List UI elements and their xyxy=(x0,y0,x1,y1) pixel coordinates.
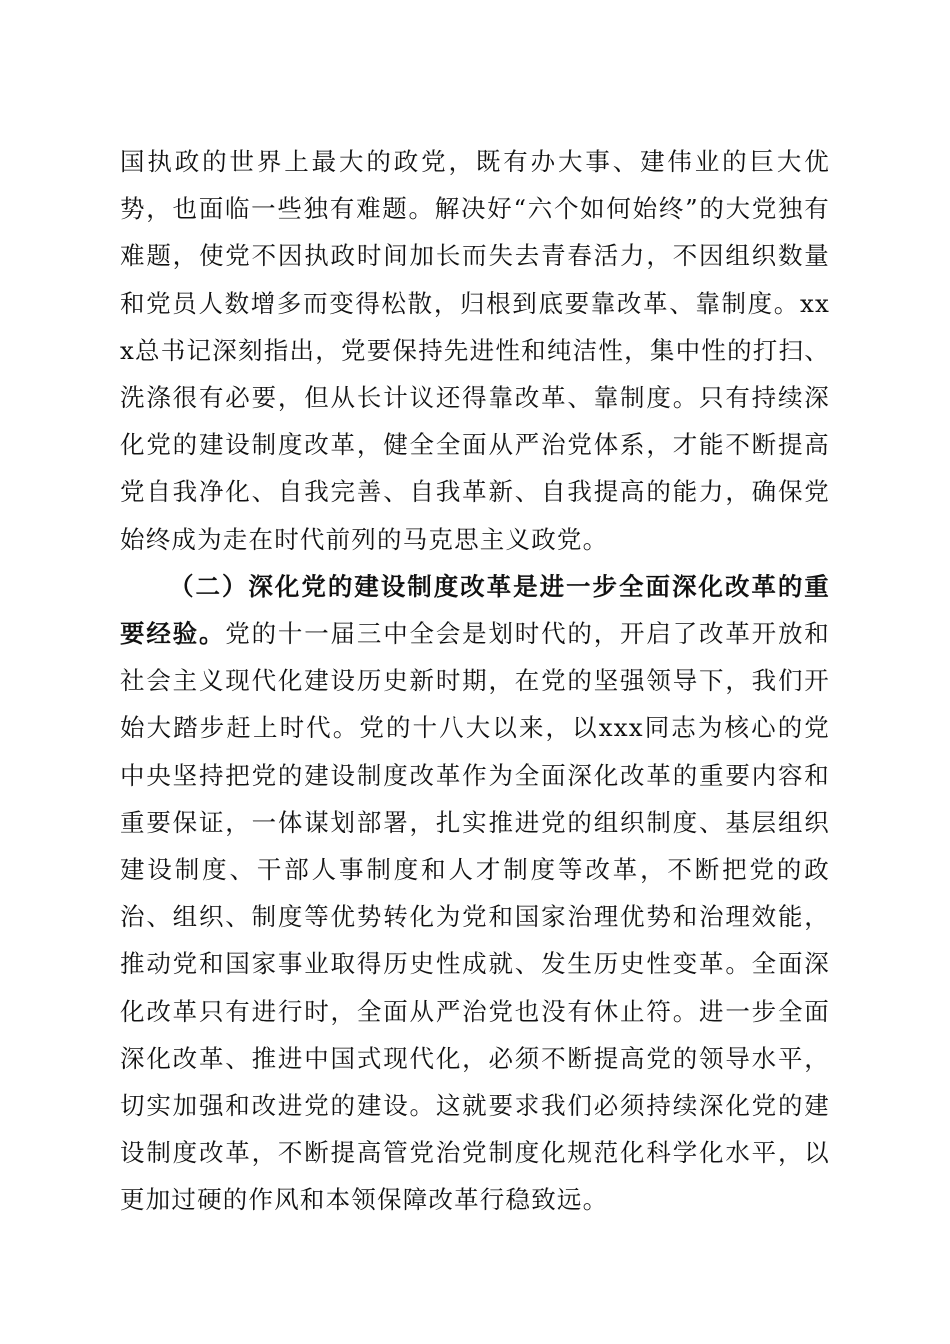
paragraph-1-text: 国执政的世界上最大的政党，既有办大事、建伟业的巨大优势，也面临一些独有难题。解决好“六个如何始终”的大党独有难题，使党不因执政时间加长而失去青春活力，不因组织数量和党员人数增多而变得松散，归根到底要靠改革、靠制度。xxx总书记深刻指出，党要保持先进性和纯洁性，集中性的打扫、洗涤很有必要，但从长计议还得靠改革、靠制度。只有持续深化党的建设制度改革，健全全面从严治党体系，才能不断提高党自我净化、自我完善、自我革新、自我提高的能力，确保党始终成为走在时代前列的马克思主义政党。 xyxy=(120,147,830,554)
section-heading-2: （二）深化党的建设制度改革是进一步全面深化改革的重要经验。 xyxy=(120,571,830,649)
paragraph-2-text: 党的十一届三中全会是划时代的，开启了改革开放和社会主义现代化建设历史新时期，在党的坚强领导下，我们开始大踏步赶上时代。党的十八大以来，以xxx同志为核心的党中央坚持把党的建设制度改革作为全面深化改革的重要内容和重要保证，一体谋划部署，扎实推进党的组织制度、基层组织建设制度、干部人事制度和人才制度等改革，不断把党的政治、组织、制度等优势转化为党和国家治理优势和治理效能，推动党和国家事业取得历史性成就、发生历史性变革。全面深化改革只有进行时，全面从严治党也没有休止符。进一步全面深化改革、推进中国式现代化，必须不断提高党的领导水平，切实加强和改进党的建设。这就要求我们必须持续深化党的建设制度改革，不断提高管党治党制度化规范化科学化水平，以更加过硬的作风和本领保障改革行稳致远。 xyxy=(120,619,830,1215)
body-text xyxy=(120,138,830,1224)
paragraph-2 xyxy=(120,563,830,1224)
paragraph-1 xyxy=(120,138,830,563)
